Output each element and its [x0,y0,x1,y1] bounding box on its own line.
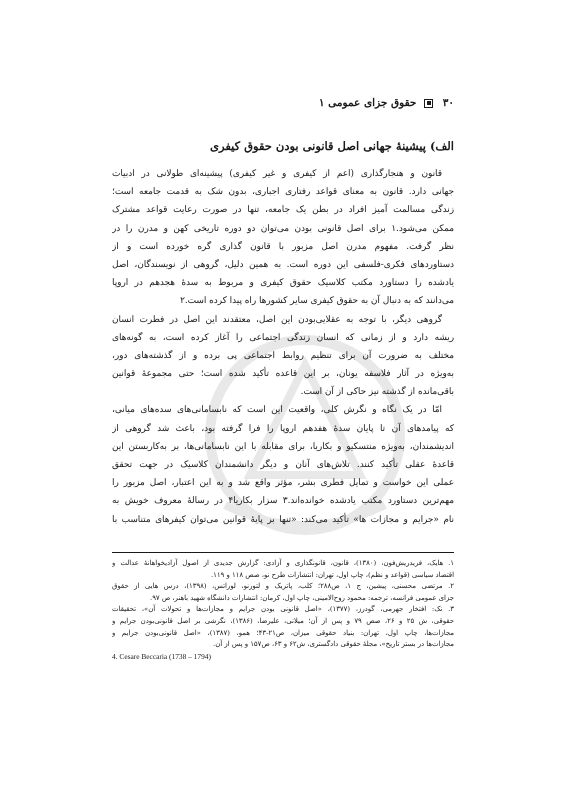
paragraph-line: که پیامدهای آن تا پایان سدهٔ هفدهم اروپا را فرا گرفته بود، باعث شد گروهی از [112,423,454,434]
page-number: ۳۰ [442,97,454,109]
footnote-latin-line: 4. Cesare Beccaria (1738 – 1794) [112,651,211,661]
paragraph-line: عملی این خواست و تمایل فطری بشر، مؤثر واقع شد و به این اعتبار، اصل مزبور را [112,478,454,489]
footnote-line: ۱. هایک، فریدریش‌فون، (۱۳۸۰)، قانون، قانونگذاری و آزادی: گزارش جدیدی از اصول آزادیخواهانهٔ عدالت و [112,559,454,567]
footnote-line: مجازات‌ها، چاپ اول، تهران: بنیاد حقوقی میزان، ص۲۱-۴۳؛ همو، (۱۳۸۷)، «اصل قانونی‌بودن جرایم و [112,628,454,637]
footnote-line: اقتصاد سیاسی (قواعد و نظم)، چاپ اول، تهران: انتشارات طرح نو، صص ۱۱۸ و ۱۱۹. [210,570,454,579]
footnotes [112,558,454,662]
body-text [112,165,454,529]
paragraph-line: مختلف به ضرورت آن برای تنظیم روابط اجتماعی پی برده و از گذشته‌های دور، [112,350,454,361]
paragraph-line: قانون و هنجارگذاری (اعم از کیفری و غیر کیفری) پیشینه‌ای طولانی در ادبیات [112,169,442,179]
paragraph-line: مهم‌ترین دستاورد مکتب یادشده خوانده‌اند.۳ سزار بکاریا۴ در رسالهٔ معروف خویش به [112,496,454,507]
footnote-line: جزای عمومی فرانسه، ترجمه: محمود روح‌الامینی، چاپ اول، کرمان: انتشارات دانشگاه شهید باهنر، ص ۹۷. [150,593,454,602]
paragraph-line: باقی‌مانده از گذشته نیز حاکی از آن است. [300,387,454,398]
book-title: حقوق جزای عمومی ۱ [318,97,417,109]
paragraph-line: اندیشمندان، به‌ویژه منتسکیو و بکاریا، برای مقابله با این نابسامانی‌ها، بر به‌کاربستن این [112,441,454,452]
paragraph-line: ممکن می‌شود.۱ برای اصل قانونی بودن می‌توان دو دوره تاریخی کهن و مدرن را در [112,223,454,234]
paragraph-line: قاعدهٔ عقلی تأکید کنند. تلاش‌های آنان و دیگر دانشمندان کلاسیک در جهت تحقق [112,460,454,470]
footnote-line: مجازات‌ها در بستر تاریخ»، مجلهٔ حقوقی دادگستری، ش۶۲ و ۶۳، ص۱۵۷ و پس از آن. [213,640,454,649]
paragraph-line: یادشده را دستاورد مکتب کلاسیک حقوق کیفری و مربوط به سدهٔ هجدهم در اروپا [112,278,454,289]
paragraph-line: ریشه دارد و از زمانی که انسان زندگی اجتماعی را آغاز کرده است، به گونه‌های [112,332,454,343]
footnote-divider [112,552,454,553]
footnote-line: ۳. نک: افتخار جهرمی، گودرز، (۱۳۷۷)، «اصل قانونی بودن جرایم و مجازات‌ها و تحولات آن»، تحقیقات [112,605,454,614]
paragraph-line: زندگی مسالمت آمیز افراد در بطن یک جامعه، تنها در صورت رعایت قواعد مشترک [112,205,454,216]
paragraph-line: گروهی دیگر، با توجه به عقلایی‌بودن این اصل، معتقدند این اصل در فطرت انسان [112,314,442,325]
paragraph-line: نام «جرایم و مجازات ها» تأکید می‌کند: «تنها بر پایهٔ قوانین می‌توان کیفرهای متناسب با [112,514,454,525]
paragraph-line: جهانی دارد. قانون به معنای قواعد رفتاری اجباری، بدون شک به قدمت جامعه است؛ [112,187,454,198]
footnote-line: ۲. مرتضی محسنی، پیشین، ج ۱، ص۲۸۸؛ کلب، پاتریک و لتورنو، لوراتس، (۱۳۹۸)، درس هایی از حقوق [112,582,454,591]
paragraph-line: می‌دانند که به دنبال آن به حقوق کیفری سایر کشورها راه پیدا کرده است.۲ [180,296,454,307]
footnote-line: حقوقی، ش ۲۵ و ۲۶، صص ۷۹ و پس از آن؛ میلانی، علیرضا، (۱۳۸۶)، نگرشی بر اصل قانونی‌بودن جرایم و [112,616,454,625]
paragraph-line: امّا در یک نگاه و نگرش کلی، واقعیت این است که نابسامانی‌های سده‌های میانی، [112,405,442,416]
paragraph-line: به‌ویژه در آثار فلاسفه یونان، بر این قاعده تأکید شده است؛ حتی مجموعهٔ قوانین [112,369,454,380]
paragraph-line: دستاوردهای فکری-فلسفی این دوره است. به همین دلیل، گروهی از نویسندگان، اصل [112,259,454,270]
running-header [112,97,454,109]
section-heading: الف) پیشینهٔ جهانی اصل قانونی بودن حقوق کیفری [209,139,454,153]
square-bullet-icon [424,99,433,108]
paragraph-line: نظر گرفت. مفهوم مدرن اصل مزبور با قانون گذاری گره خورده است و از [112,241,454,252]
